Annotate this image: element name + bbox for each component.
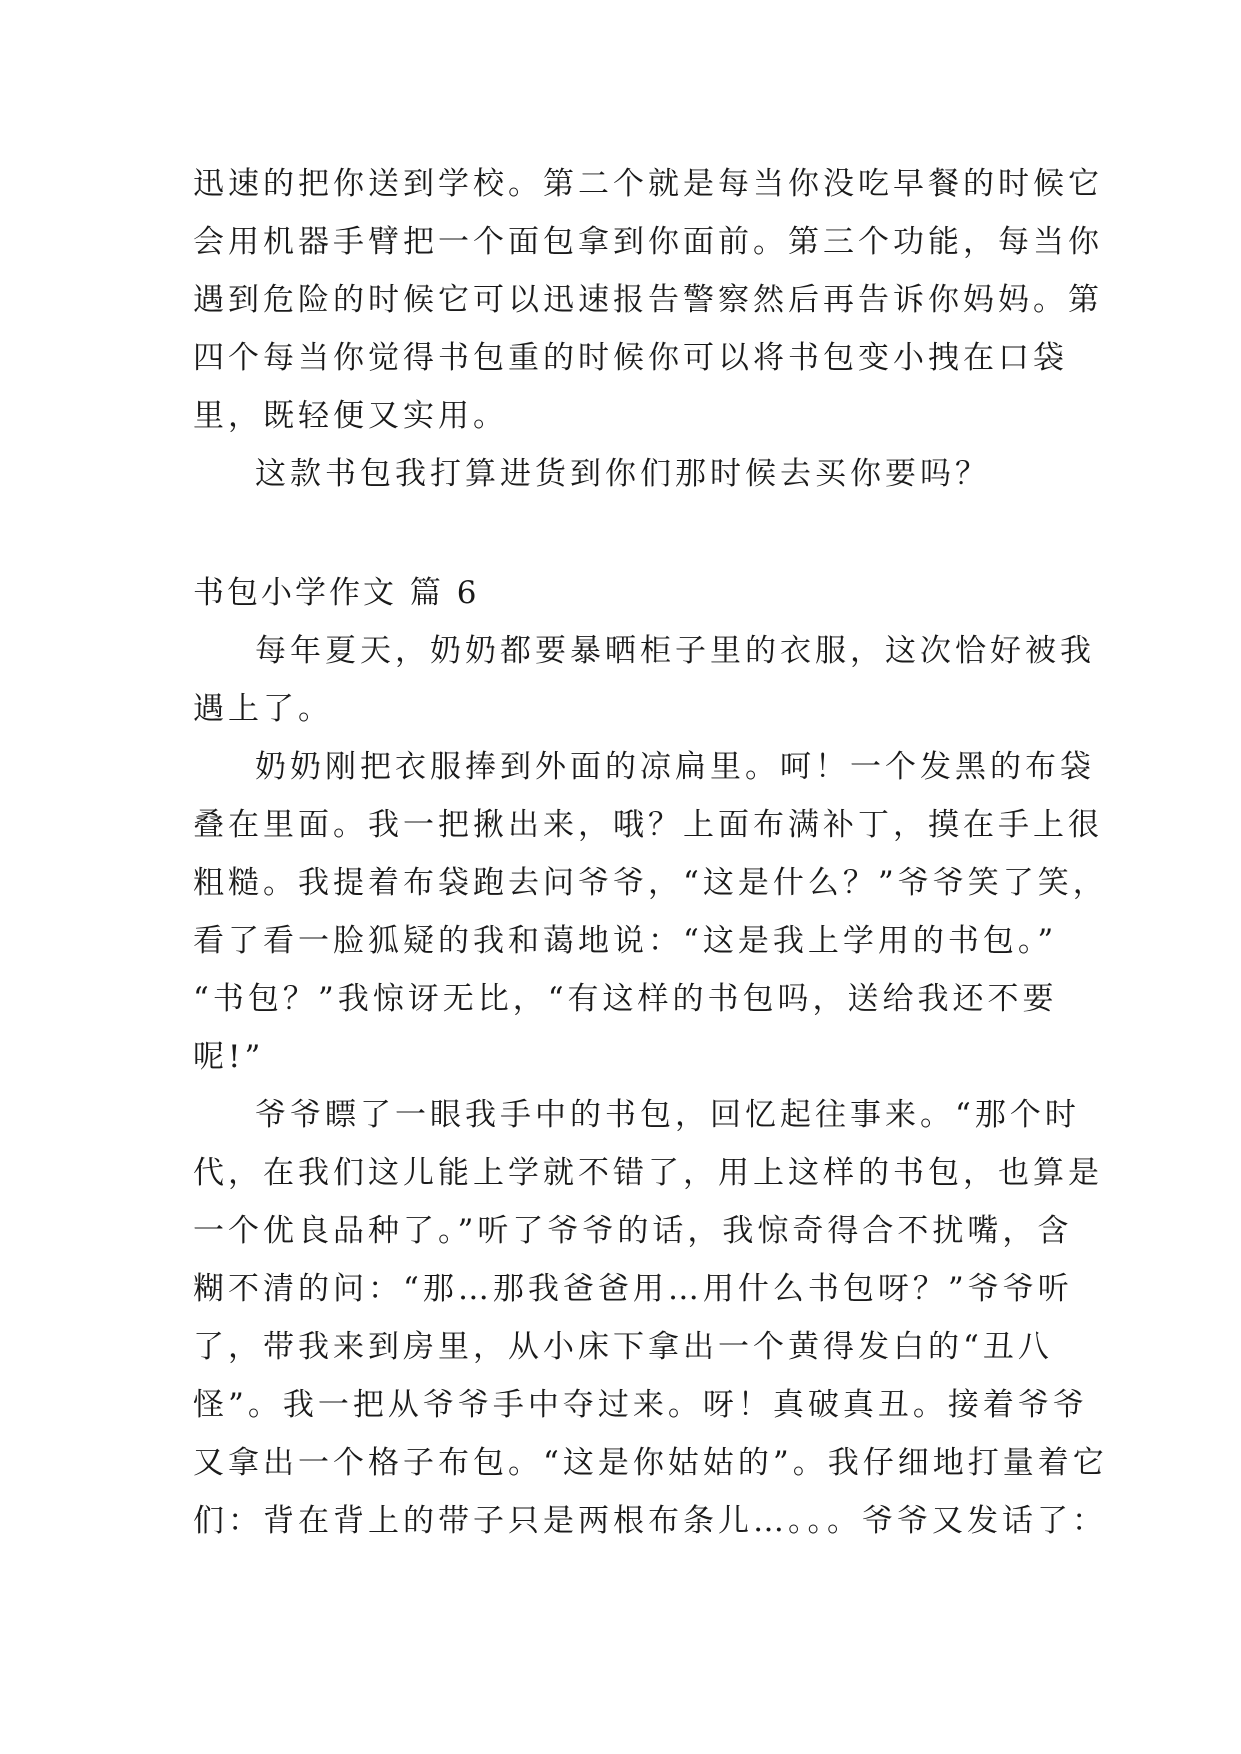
paragraph-line: 呢!”: [193, 1039, 265, 1075]
paragraph-line: 迅速的把你送到学校。第二个就是每当你没吃早餐的时候它: [193, 166, 1103, 202]
paragraph-line: 遇上了。: [193, 691, 333, 727]
paragraph-line: 四个每当你觉得书包重的时候你可以将书包变小拽在口袋: [193, 340, 1068, 376]
paragraph-line: 爷爷瞟了一眼我手中的书包，回忆起往事来。“那个时: [255, 1097, 1080, 1133]
paragraph-line: 遇到危险的时候它可以迅速报告警察然后再告诉你妈妈。第: [193, 282, 1103, 318]
paragraph-line: 这款书包我打算进货到你们那时候去买你要吗？: [255, 456, 990, 492]
paragraph-line: 看了看一脸狐疑的我和蔼地说：“这是我上学用的书包。”: [193, 923, 1058, 959]
paragraph-line: 会用机器手臂把一个面包拿到你面前。第三个功能，每当你: [193, 224, 1103, 260]
paragraph-line: 里，既轻便又实用。: [193, 398, 508, 434]
paragraph-line: 奶奶刚把衣服捧到外面的凉扁里。呵！一个发黑的布袋: [255, 749, 1095, 785]
paragraph-line: 们：背在背上的带子只是两根布条儿…。。。爷爷又发话了：: [193, 1503, 1107, 1539]
paragraph-line: 代，在我们这儿能上学就不错了，用上这样的书包，也算是: [193, 1155, 1103, 1191]
paragraph-line: 每年夏天，奶奶都要暴晒柜子里的衣服，这次恰好被我: [255, 633, 1095, 669]
section-heading: 书包小学作文 篇 6: [193, 575, 480, 611]
paragraph-line: 叠在里面。我一把揪出来，哦？上面布满补丁，摸在手上很: [193, 807, 1103, 843]
paragraph-line: 糊不清的问：“那…那我爸爸用…用什么书包呀？”爷爷听: [193, 1271, 1073, 1307]
paragraph-line: 一个优良品种了。”听了爷爷的话，我惊奇得合不扰嘴，含: [193, 1213, 1073, 1249]
paragraph-line: 粗糙。我提着布袋跑去问爷爷，“这是什么？”爷爷笑了笑，: [193, 865, 1108, 901]
paragraph-line: “书包？”我惊讶无比，“有这样的书包吗，送给我还不要: [193, 981, 1058, 1017]
paragraph-line: 又拿出一个格子布包。“这是你姑姑的”。我仔细地打量着它: [193, 1445, 1108, 1481]
paragraph-line: 怪”。我一把从爷爷手中夺过来。呀！真破真丑。接着爷爷: [193, 1387, 1088, 1423]
paragraph-line: 了，带我来到房里，从小床下拿出一个黄得发白的“丑八: [193, 1329, 1053, 1365]
